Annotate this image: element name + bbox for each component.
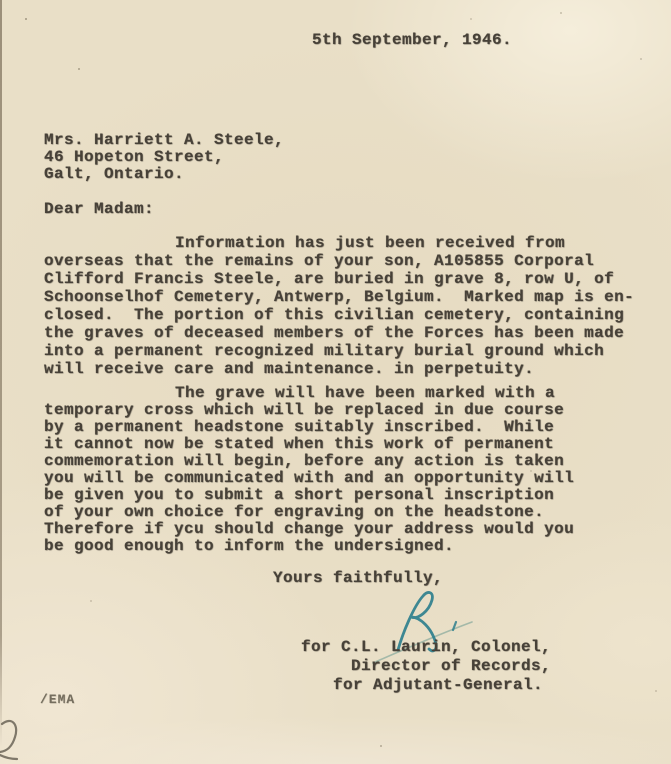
letter-line: Therefore if ycu should change your address would you (44, 520, 575, 538)
letter-line: be given you to submit a short personal inscription (44, 486, 555, 504)
recipient-name: Mrs. Harriett A. Steele, (44, 131, 285, 149)
letter-date: 5th September, 1946. (312, 31, 513, 49)
letter-line: overseas that the remains of your son, A105855 Corporal (44, 252, 595, 270)
recipient-city: Galt, Ontario. (44, 165, 185, 183)
letter-line: by a permanent headstone suitably inscribed. While (44, 418, 555, 436)
letter-line: Schoonselhof Cemetery, Antwerp, Belgium. Marked map is en- (44, 288, 635, 306)
letter-line: be good enough to inform the undersigned. (44, 537, 455, 555)
letter-line: it cannot now be stated when this work of permanent (44, 435, 555, 453)
recipient-street: 46 Hopeton Street, (44, 148, 225, 166)
paper-specks (0, 0, 2, 2)
scan-edge-shadow (0, 0, 2, 748)
letter-line: will receive care and maintenance. in perpetuity. (44, 360, 535, 378)
typist-initials: /EMA (40, 692, 76, 707)
letter-line: into a permanent recognized military burial ground which (44, 342, 605, 360)
letter-line: commemoration will begin, before any action is taken (44, 452, 565, 470)
letter-line: of your own choice for engraving on the headstone. (44, 503, 545, 521)
recipient-address (44, 132, 284, 183)
pencil-mark (0, 694, 42, 764)
paragraph-2 (44, 385, 649, 555)
letter-line: The grave will have been marked with a (175, 384, 556, 402)
letter-line: Information has just been received from (175, 234, 566, 252)
paragraph-1 (44, 234, 649, 378)
letter-line: the graves of deceased members of the Forces has been made (44, 324, 625, 342)
signature-block-onbehalf: for Adjutant-General. (333, 676, 544, 694)
closing-valediction: Yours faithfully, (273, 569, 444, 587)
signature-block-signer: for C.L. Laurin, Colonel, (301, 638, 552, 656)
salutation: Dear Madam: (44, 200, 155, 218)
letter-line: closed. The portion of this civilian cemetery, containing (44, 306, 625, 324)
letter-line: temporary cross which will be replaced in due course (44, 401, 565, 419)
signature-block-title: Director of Records, (351, 657, 552, 675)
letter-line: you will be communicated with and an opportunity will (44, 469, 575, 487)
letter-line: Clifford Francis Steele, are buried in grave 8, row U, of (44, 270, 615, 288)
